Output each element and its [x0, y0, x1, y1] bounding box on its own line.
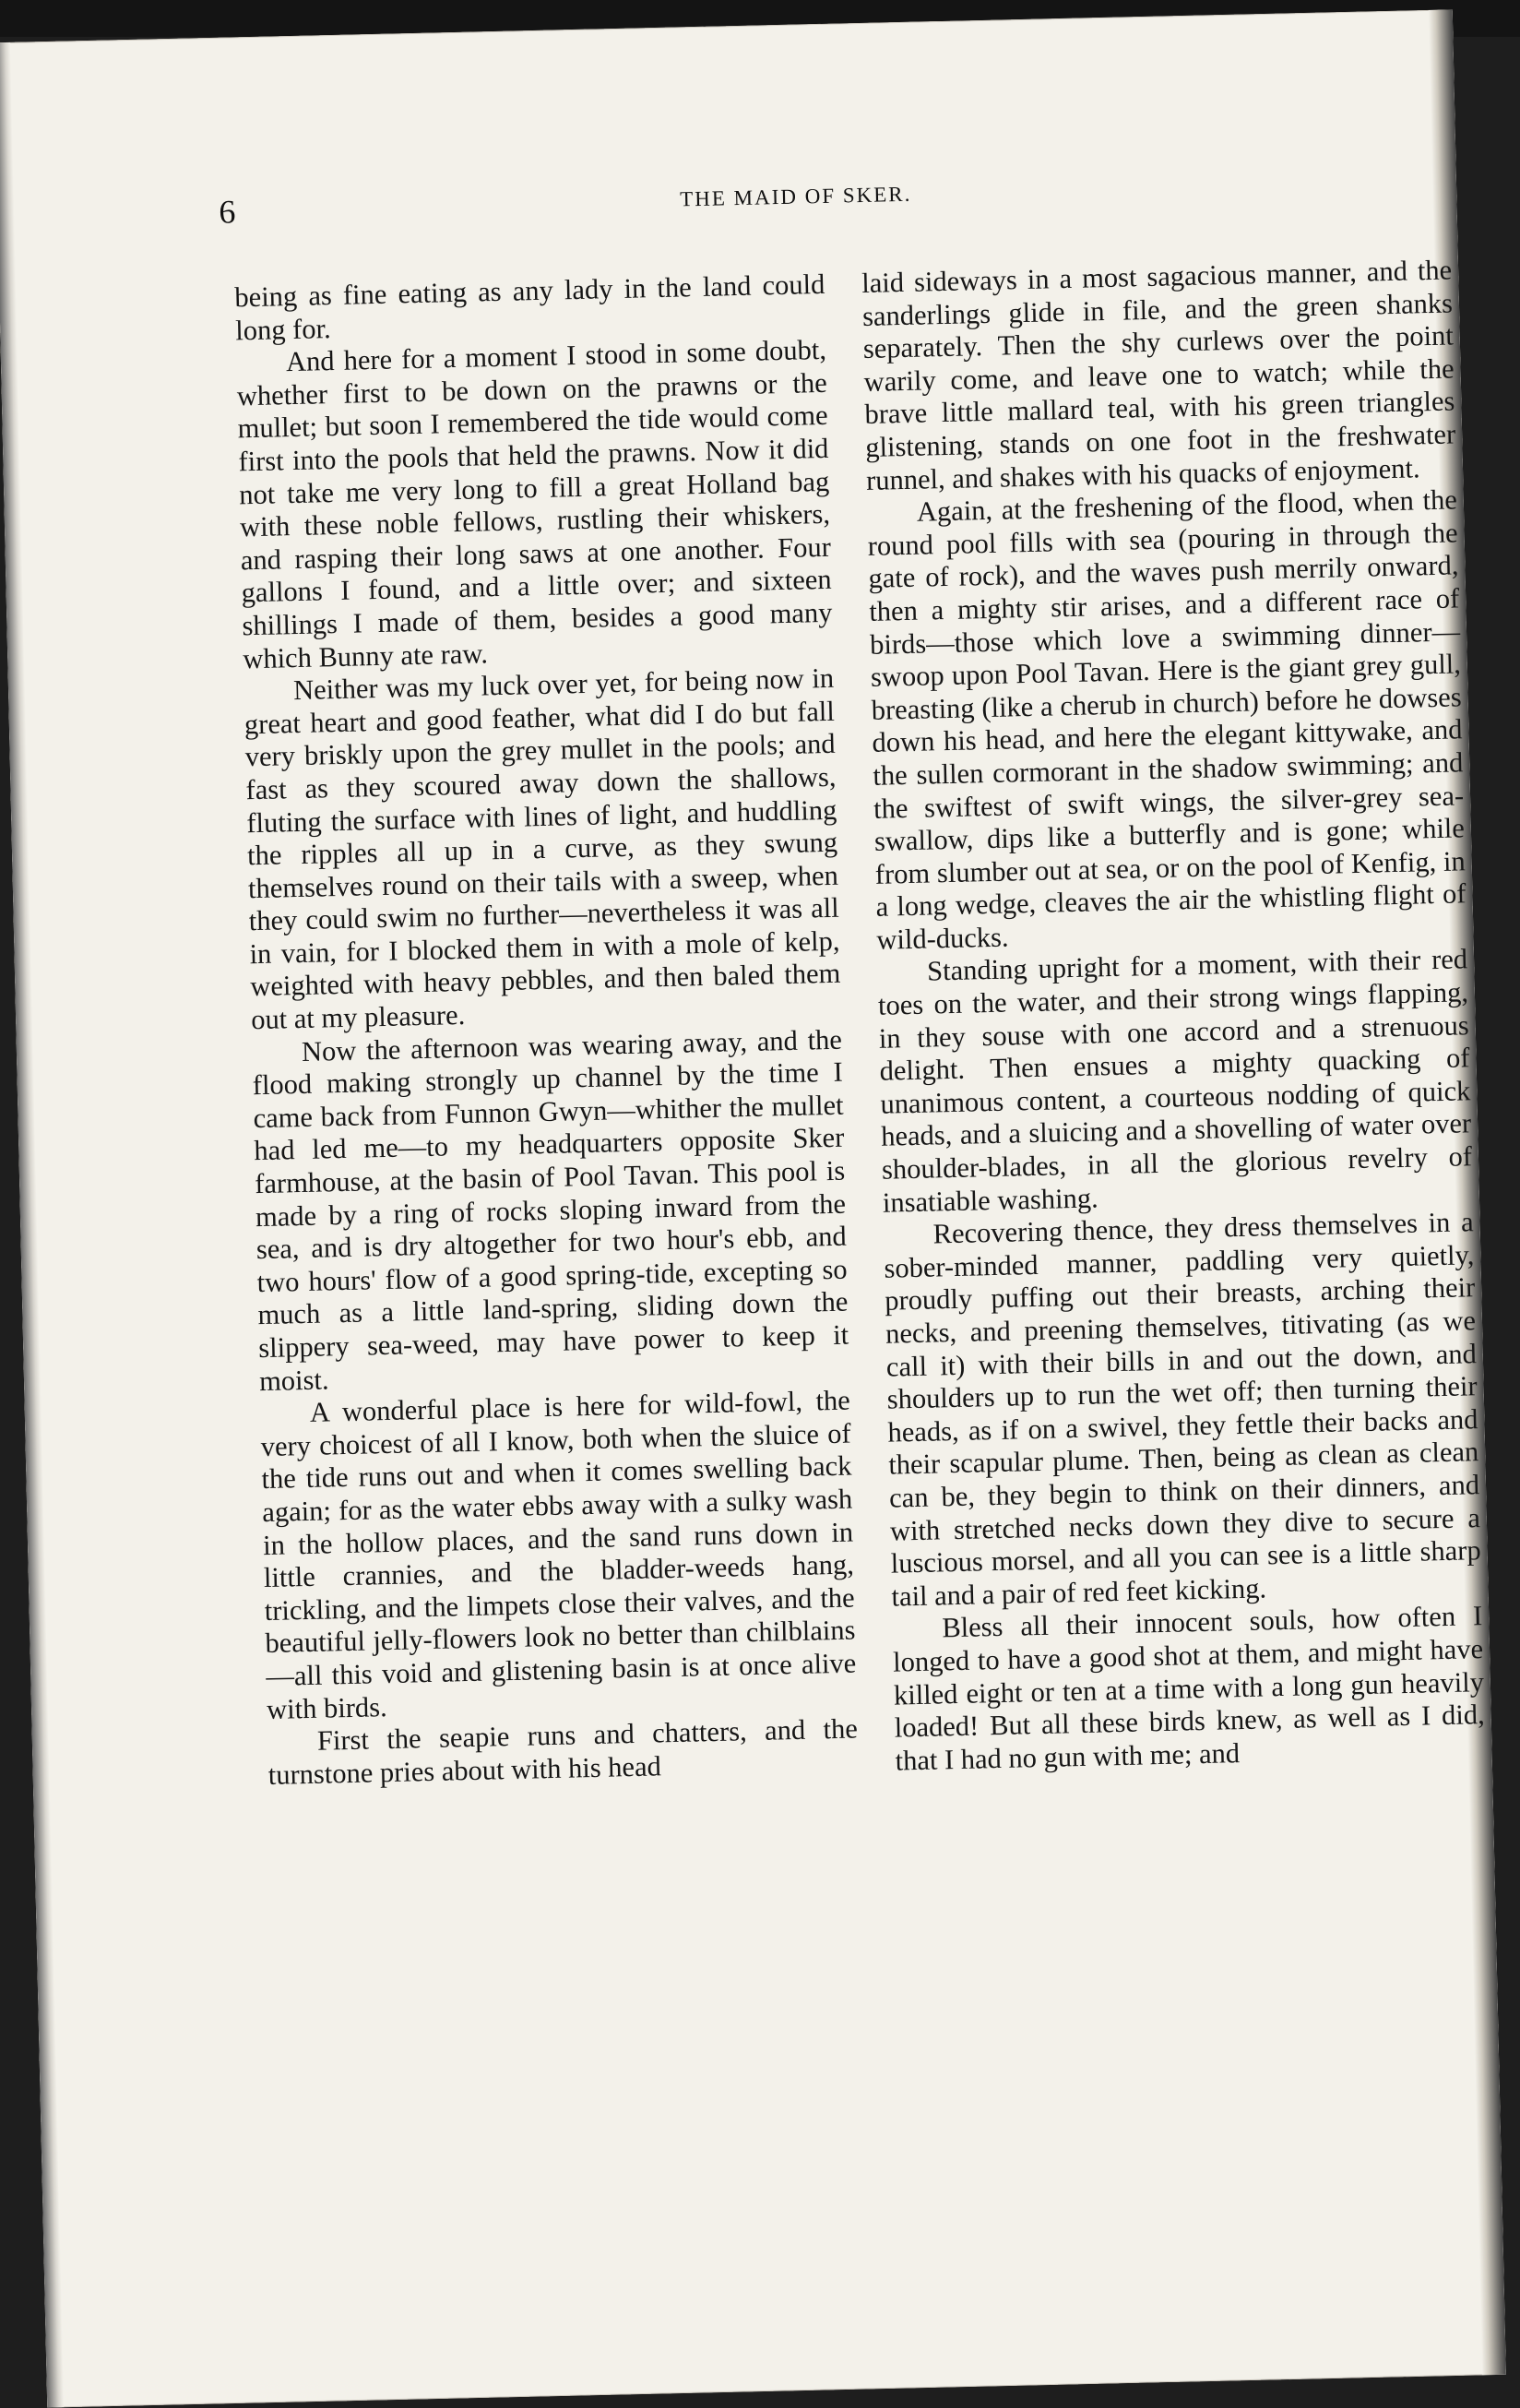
paragraph: A wonderful place is here for wild-fowl, the very choicest of all I know, both when the sluice of the tide runs out and when it comes swelling back again; for as the water ebbs away with a sulky wash in the hollow places, and the sand runs down in little crannies, and the bladder-weeds hang, trickling, and the limpets close their valves, and the beautiful jelly-flowers look no better than chilblains—all this void and glistening basin is at once alive with birds.: [260, 1384, 857, 1725]
left-column: [234, 268, 868, 2219]
right-column: [861, 254, 1495, 2204]
paragraph: And here for a moment I stood in some doubt, whether first to be down on the prawns or the mullet; but soon I remembered the tide would come first into the pools that held the prawns. Now it did not take me very long to fill a great Holland bag with these noble fellows, rustling their whiskers, and rasping their long saws at one another. Four gallons I found, and a little over; and sixteen shillings I made of them, besides a good many which Bunny ate raw.: [236, 334, 833, 674]
page-edge-left: [0, 42, 64, 2408]
page-number: 6: [218, 193, 236, 231]
running-head: [219, 164, 1455, 232]
paragraph: Standing upright for a moment, with their red toes on the water, and their strong wings flapping, in they souse with one accord and a strenuous delight. Then ensues a mighty quacking of unanimous content, a courteous nodding of quick heads, and a sluicing and a shovelling of water over shoulder-blades, in all the glorious revelry of insatiable washing.: [877, 943, 1473, 1219]
paragraph: Recovering thence, they dress themselves in a sober-minded manner, paddling very quietly, proudly puffing out their breasts, arching their necks, and preening themselves, titivating (as we call it) with their bills in and out the down, and shoulders up to run the wet off; then turning their heads, as if on a swivel, they fettle their backs and their scapular plume. Then, being as clean as clean can be, they begin to think on their dinners, and with stretched necks down they dive to secure a luscious morsel, and all you can see is a little sharp tail and a pair of red feet kicking.: [884, 1206, 1481, 1613]
paragraph: Now the afternoon was wearing away, and the flood making strongly up channel by the time I came back from Funnon Gwyn—whither the mullet had led me—to my headquarters opposite Sker farmhouse, at the basin of Pool Tavan. This pool is made by a ring of rocks sloping inward from the sea, and is dry altogether for two hour's ebb, and two hours' flow of a good spring-tide, excepting so much as a little land-spring, sliding down the slippery sea-weed, may have power to keep it moist.: [252, 1023, 849, 1397]
book-page: [0, 9, 1506, 2407]
paragraph: First the seapie runs and chatters, and the turnstone pries about with his head: [267, 1712, 859, 1791]
paragraph: Neither was my luck over yet, for being now in great heart and good feather, what did I do but fall very briskly upon the grey mullet in the pools; and fast as they scoured away down the shallows, fluting the surface with lines of light, and huddling the ripples all up in a curve, as they swung themselves round on their tails with a sweep, when they could swim no further—nevertheless it was all in vain, for I blocked them in with a mole of kelp, weighted with heavy pebbles, and then baled them out at my pleasure.: [243, 662, 841, 1036]
paragraph: laid sideways in a most sagacious manner, and the sanderlings glide in file, and the green shanks separately. Then the shy curlews over the point warily come, and leave one to watch; while the brave little mallard teal, with his green triangles glistening, stands on one foot in the freshwater runnel, and shakes with his quacks of enjoyment.: [861, 254, 1456, 496]
running-title: THE MAID OF SKER.: [679, 182, 912, 211]
text-columns: [234, 254, 1495, 2218]
paragraph: Again, at the freshening of the flood, when the round pool fills with sea (pouring in through the gate of rock), and the waves push merrily onward, then a mighty stir arises, and a different race of birds—those which love a swimming dinner—swoop upon Pool Tavan. Here is the giant grey gull, breasting (like a cherub in church) before he dowses down his head, and here the elegant kittywake, and the sullen cormorant in the shadow swimming; and the swiftest of swift wings, the silver-grey sea-swallow, dips like a butterfly and is gone; while from slumber out at sea, or on the pool of Kenfig, in a long wedge, cleaves the air the whistling flight of wild-ducks.: [867, 483, 1467, 956]
paragraph: Bless all their innocent souls, how often I longed to have a good shot at them, and might have killed eight or ten at a time with a long gun heavily loaded! But all these birds knew, as well as I did, that I had no gun with me; and: [892, 1600, 1486, 1777]
paragraph: being as fine eating as any lady in the land could long for.: [234, 268, 825, 346]
